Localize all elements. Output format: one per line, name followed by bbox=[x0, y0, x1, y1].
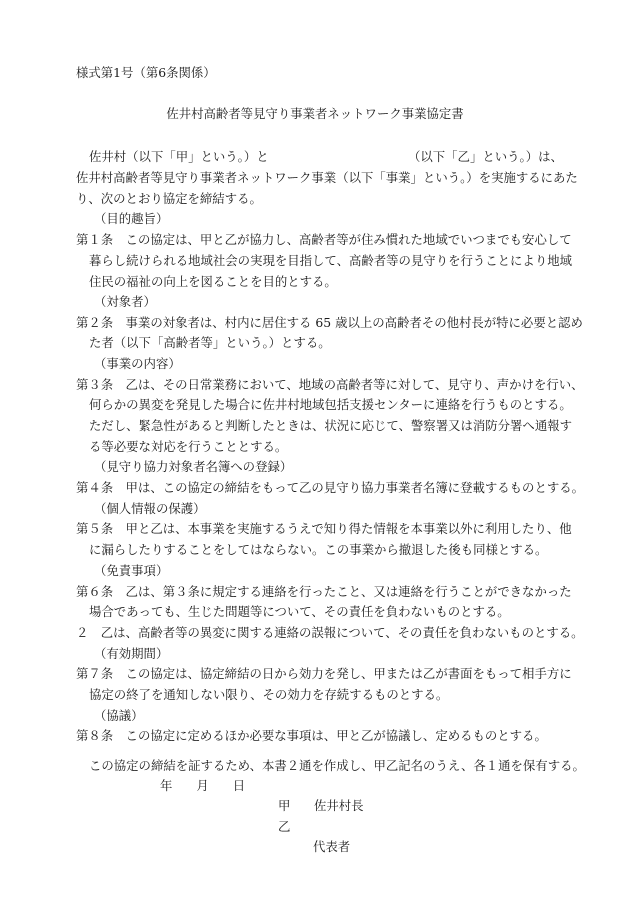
section-heading: （個人情報の保護） bbox=[94, 501, 206, 516]
article-line: 何らかの異変を発見した場合に佐井村地域包括支援センターに連絡を行うものとする。 bbox=[89, 397, 572, 412]
article-line: ２ 乙は、高齢者等の異変に関する連絡の誤報について、その責任を負わないものとする。 bbox=[76, 625, 584, 640]
article-line: に漏らしたりすることをしてはならない。この事業から撤退した後も同様とする。 bbox=[89, 542, 548, 557]
section-heading: （協議） bbox=[94, 708, 144, 723]
section-heading: （有効期間） bbox=[94, 646, 169, 661]
closing-statement: この協定の締結を証するため、本書２通を作成し、甲乙記名のうえ、各１通を保有する。 bbox=[89, 758, 585, 773]
date-year: 年 bbox=[160, 778, 173, 793]
preamble-line-1a: 佐井村（以下「甲」という。）と bbox=[89, 149, 269, 164]
article-line: 第４条 甲は、この協定の締結をもって乙の見守り協力事業者名簿に登載するものとする。 bbox=[76, 480, 585, 495]
section-heading: （見守り協力対象者名簿への登録） bbox=[94, 459, 293, 474]
party-a-name: 佐井村長 bbox=[314, 798, 364, 813]
representative-label: 代表者 bbox=[313, 839, 351, 854]
article-line: 協定の終了を通知しない限り、その効力を存続するものとする。 bbox=[89, 687, 449, 702]
document-title: 佐井村高齢者等見守り事業者ネットワーク事業協定書 bbox=[166, 106, 464, 121]
article-line: ただし、緊急性があると判断したときは、状況に応じて、警察署又は消防分署へ通報す bbox=[89, 418, 572, 433]
article-line: 住民の福祉の向上を図ることを目的とする。 bbox=[89, 274, 337, 289]
party-a-label: 甲 bbox=[278, 798, 291, 813]
form-number: 様式第1号（第6条関係） bbox=[76, 65, 216, 80]
article-line: 第５条 甲と乙は、本事業を実施するうえで知り得た情報を本事業以外に利用したり、他 bbox=[76, 521, 572, 536]
section-heading: （対象者） bbox=[94, 294, 156, 309]
date-month: 月 bbox=[196, 778, 209, 793]
preamble-line-3: り、次のとおり協定を締結する。 bbox=[76, 191, 262, 206]
section-heading: （目的趣旨） bbox=[94, 211, 169, 226]
article-line: 第８条 この協定に定めるほか必要な事項は、甲と乙が協議し、定めるものとする。 bbox=[76, 728, 547, 743]
party-b-label: 乙 bbox=[278, 819, 291, 834]
article-line: る等必要な対応を行うこととする。 bbox=[89, 439, 288, 454]
article-line: 第１条 この協定は、甲と乙が協力し、高齢者等が住み慣れた地域でいつまでも安心して bbox=[76, 232, 572, 247]
article-line: 暮らし続けられる地域社会の実現を目指して、高齢者等の見守りを行うことにより地域 bbox=[89, 253, 572, 268]
article-line: 第２条 事業の対象者は、村内に居住する 65 歳以上の高齢者その他村長が特に必要と認め bbox=[76, 315, 583, 330]
party-b-signature bbox=[278, 821, 314, 833]
article-line: 場合であっても、生じた問題等について、その責任を負わないものとする。 bbox=[89, 604, 510, 619]
preamble-line-2: 佐井村高齢者等見守り事業者ネットワーク事業（以下「事業」という。）を実施するにあた bbox=[76, 170, 578, 185]
party-a-signature bbox=[278, 800, 364, 812]
section-heading: （事業の内容） bbox=[94, 356, 181, 371]
preamble-line-1b: （以下「乙」という。）は、 bbox=[408, 149, 563, 164]
article-line: 第６条 乙は、第３条に規定する連絡を行ったこと、又は連絡を行うことができなかった bbox=[76, 584, 572, 599]
article-line: た者（以下「高齢者等」という。）とする。 bbox=[89, 335, 331, 350]
section-heading: （免責事項） bbox=[94, 563, 169, 578]
article-line: 第７条 この協定は、協定締結の日から効力を発し、甲または乙が書面をもって相手方に bbox=[76, 666, 572, 681]
date-day: 日 bbox=[232, 778, 246, 793]
article-line: 第３条 乙は、その日常業務において、地域の高齢者等に対して、見守り、声かけを行い、 bbox=[76, 377, 584, 392]
signing-date bbox=[160, 780, 245, 792]
